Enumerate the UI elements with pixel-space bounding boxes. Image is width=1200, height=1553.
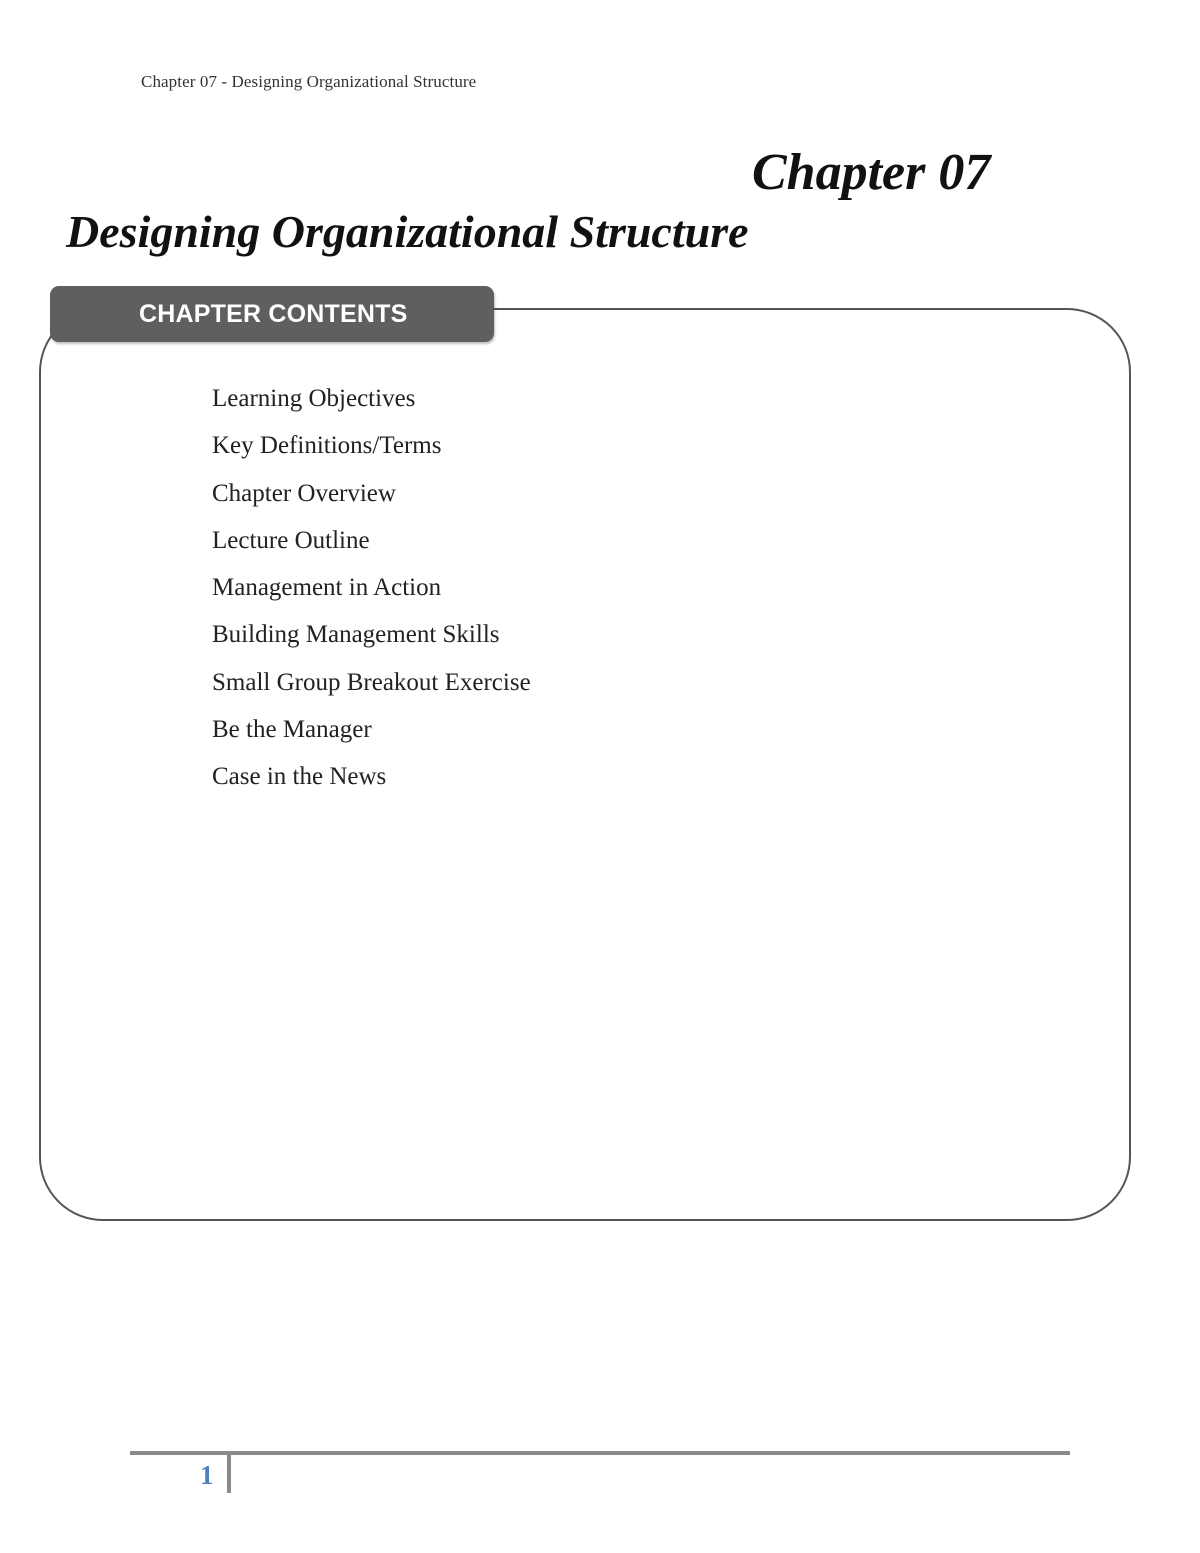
chapter-contents-heading: CHAPTER CONTENTS <box>139 300 408 328</box>
chapter-contents-box <box>39 308 1131 1221</box>
chapter-contents-list <box>212 375 531 801</box>
chapter-title: Designing Organizational Structure <box>66 206 749 257</box>
contents-item-chapter-overview: Chapter Overview <box>212 479 396 507</box>
chapter-number: Chapter 07 <box>752 144 991 201</box>
contents-item-key-definitions: Key Definitions/Terms <box>212 432 442 460</box>
contents-item-learning-objectives: Learning Objectives <box>212 385 416 412</box>
contents-item-be-the-manager: Be the Manager <box>212 716 372 744</box>
contents-item-small-group-breakout: Small Group Breakout Exercise <box>212 668 531 696</box>
running-header: Chapter 07 - Designing Organizational Structure <box>141 72 477 91</box>
footer-divider <box>227 1455 231 1493</box>
chapter-contents-tab <box>50 286 494 342</box>
contents-item-lecture-outline: Lecture Outline <box>212 526 370 554</box>
page-number: 1 <box>200 1460 214 1490</box>
contents-item-case-in-the-news: Case in the News <box>212 763 387 791</box>
contents-item-management-in-action: Management in Action <box>212 574 442 602</box>
footer-rule <box>130 1451 1070 1455</box>
contents-item-building-management-skills: Building Management Skills <box>212 621 500 649</box>
